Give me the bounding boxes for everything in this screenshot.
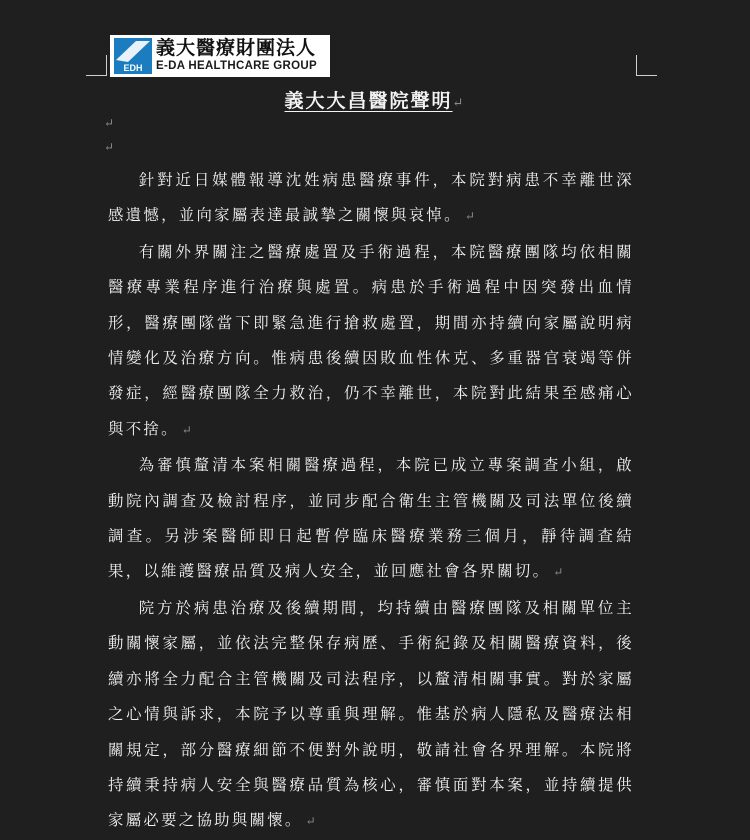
paragraph-text: 院方於病患治療及後續期間，均持續由醫療團隊及相關單位主動關懷家屬，並依法完整保存病歷、手術紀錄及相關醫療資料，後續亦將全力配合主管機關及司法程序，以釐清相關事實。對於家屬之心情與訴求，本院予以尊重與理解。惟基於病人隱私及醫療法相關規定，部分醫療細節不便對外說明，敬請社會各界理解。本院將持續秉持病人安全與醫療品質為核心，審慎面對本案，並持續提供家屬必要之協助與關懷。: [108, 598, 634, 830]
edah-logo-mark-icon: [114, 38, 152, 74]
page-corner-top-right: [636, 55, 657, 76]
logo-mark-text: EDH: [123, 63, 143, 73]
edah-logo: [110, 35, 330, 77]
paragraph-mark-icon: ↵: [464, 209, 475, 224]
document-body: [108, 163, 634, 840]
paragraph-text: 針對近日媒體報導沈姓病患醫療事件，本院對病患不幸離世深感遺憾，並向家屬表達最誠摯之關懷與哀悼。: [108, 171, 634, 225]
paragraph-mark-icon: ↵: [181, 422, 192, 437]
logo-chinese-name: 義大醫療財團法人: [156, 37, 317, 60]
empty-paragraph-mark-icon: ↵: [104, 140, 115, 154]
title-text: 義大大昌醫院聲明: [284, 90, 453, 112]
paragraph-mark-icon: ↵: [452, 96, 466, 111]
page-corner-top-left: [86, 55, 107, 76]
paragraph-mark-icon: ↵: [553, 565, 564, 580]
body-paragraph-2: [108, 235, 634, 448]
body-paragraph-1: [108, 163, 634, 235]
logo-english-name: E-DA HEALTHCARE GROUP: [156, 60, 317, 73]
document-title: [0, 86, 750, 113]
body-paragraph-3: [108, 448, 634, 591]
paragraph-text: 有關外界關注之醫療處置及手術過程，本院醫療團隊均依相關醫療專業程序進行治療與處置。病患於手術過程中因突發出血情形，醫療團隊當下即緊急進行搶救處置，期間亦持續向家屬說明病情變化及治療方向。惟病患後續因敗血性休克、多重器官衰竭等併發症，經醫療團隊全力救治，仍不幸離世，本院對此結果至感痛心與不捨。: [108, 242, 634, 438]
empty-paragraph-mark-icon: ↵: [104, 116, 115, 130]
paragraph-mark-icon: ↵: [305, 814, 316, 829]
body-paragraph-4: [108, 591, 634, 840]
paragraph-text: 為審慎釐清本案相關醫療過程，本院已成立專案調查小組，啟動院內調查及檢討程序，並同步配合衛生主管機關及司法單位後續調查。另涉案醫師即日起暫停臨床醫療業務三個月，靜待調查結果，以維護醫療品質及病人安全，並回應社會各界關切。: [108, 456, 634, 581]
